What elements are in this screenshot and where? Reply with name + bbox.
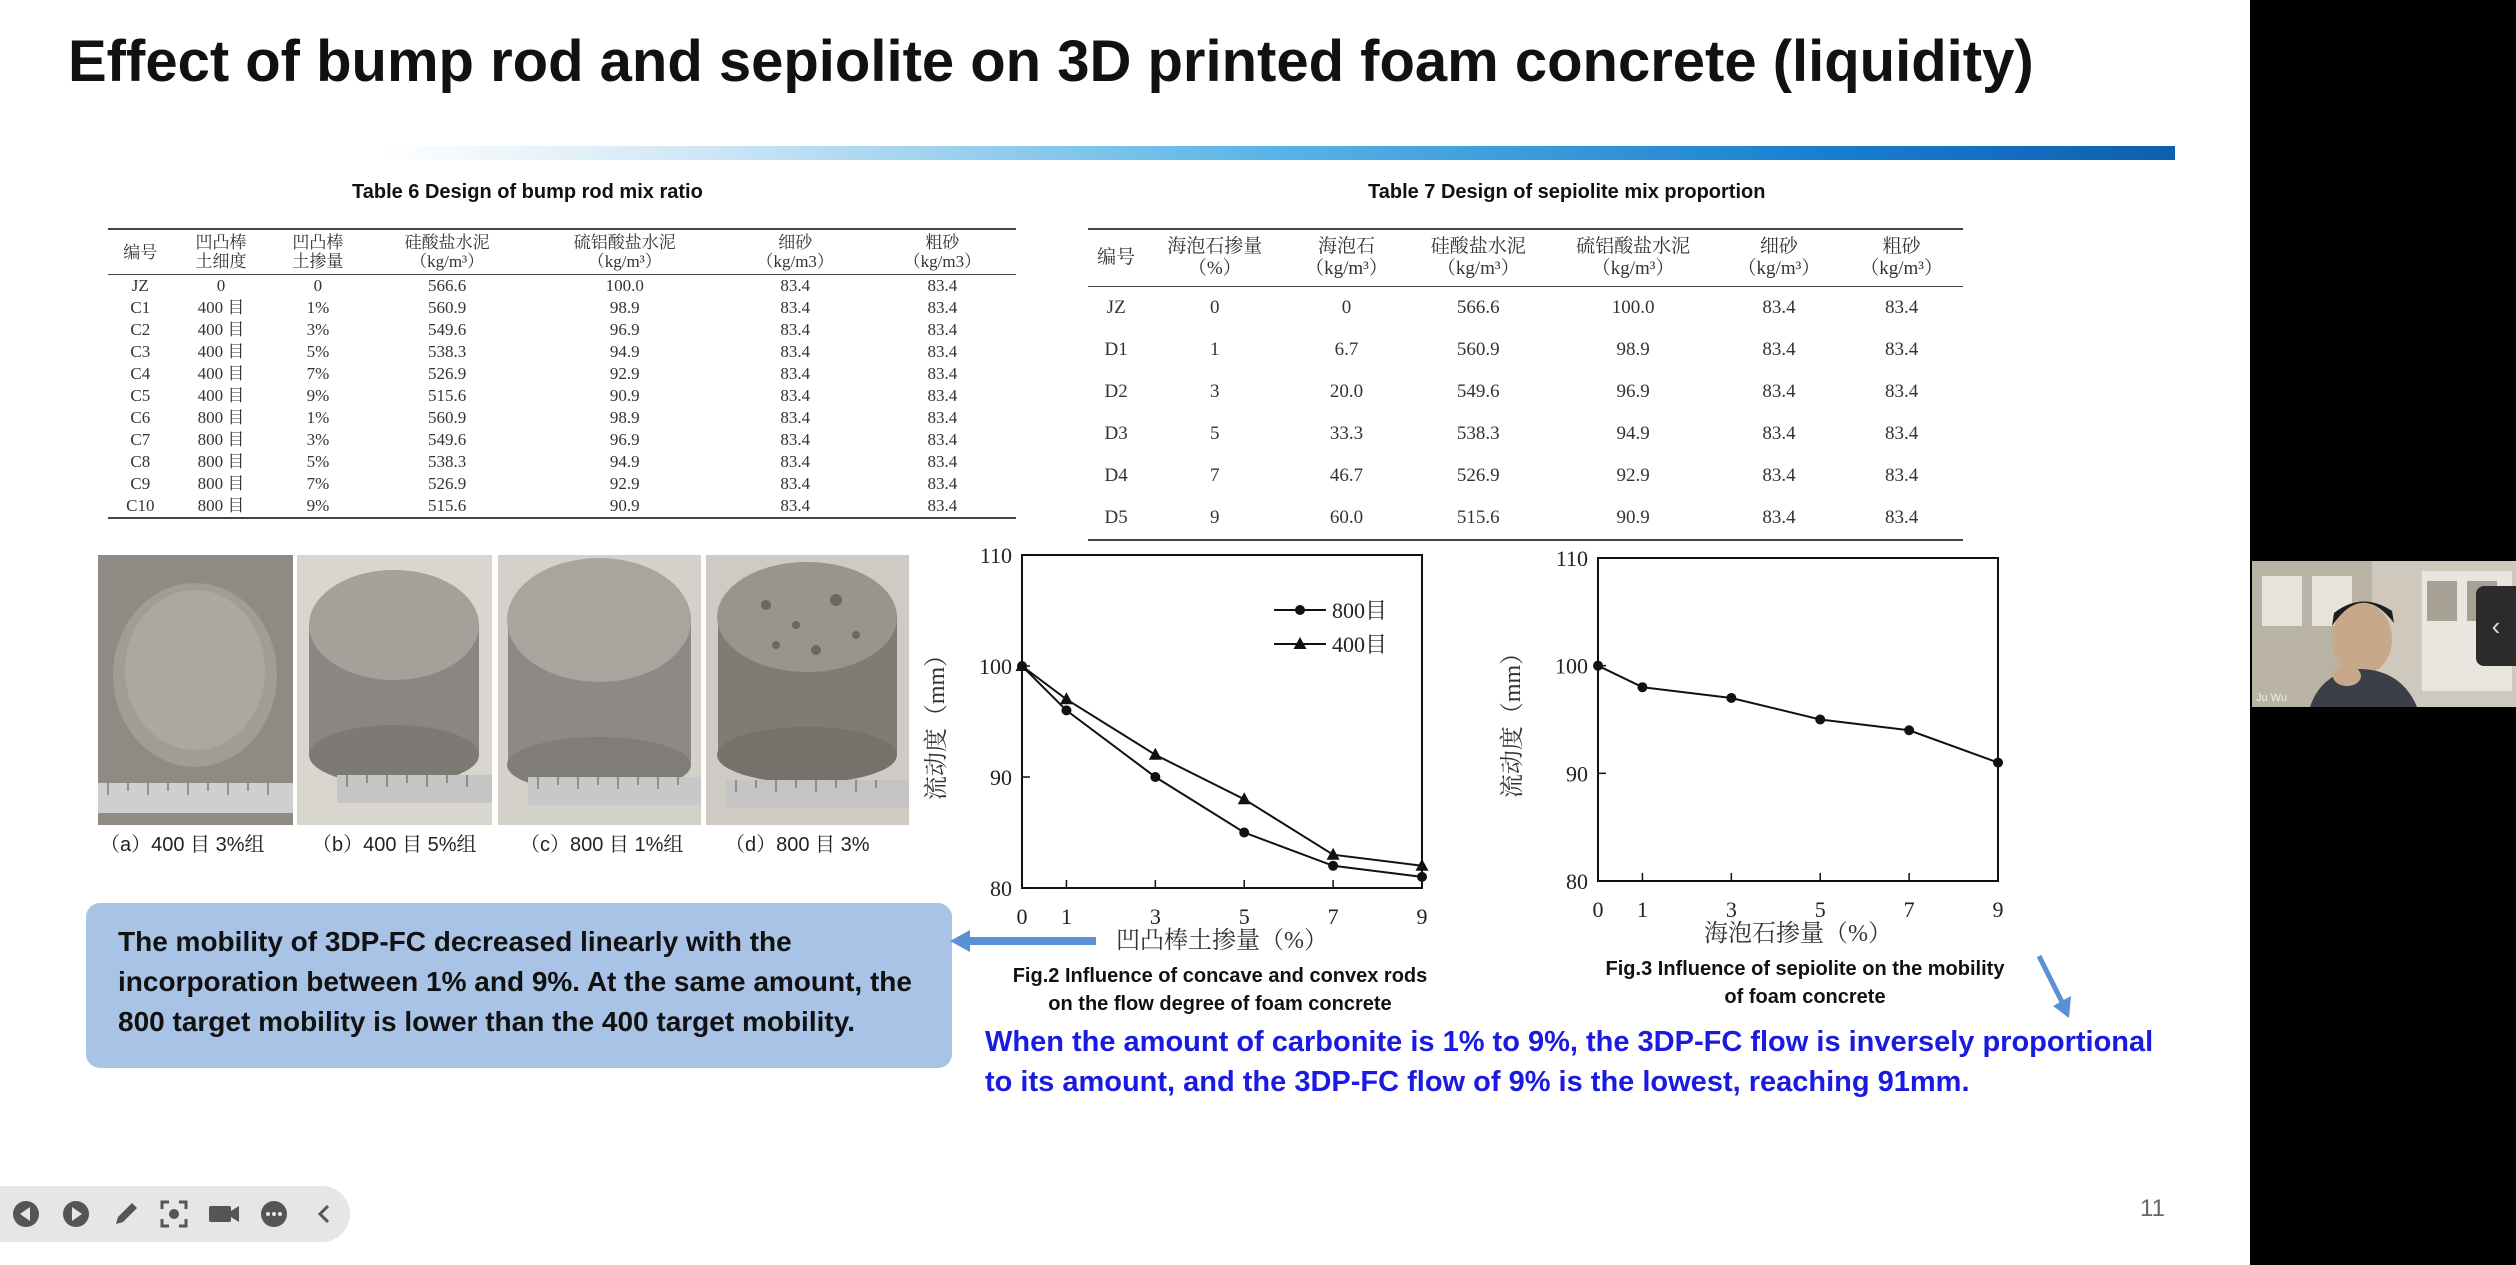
next-icon[interactable] (60, 1198, 92, 1230)
table6-row (108, 495, 1016, 518)
down-arrow-icon (2035, 952, 2075, 1020)
table6-cell: 96.9 (609, 320, 640, 339)
x-tick-label: 3 (1725, 897, 1737, 922)
table6-cell: 83.4 (927, 298, 958, 317)
specimen-photo-c (498, 555, 701, 825)
header-line2: （%） (1187, 258, 1242, 279)
y-axis-label: 流动度（mm） (924, 642, 950, 801)
flow-chart-bump-rod (920, 540, 1460, 960)
title-underline-bar (380, 146, 2175, 160)
table7-header (1408, 229, 1549, 287)
table7-cell: 92.9 (1616, 465, 1650, 486)
table6-body (108, 275, 1016, 519)
table6-cell: 92.9 (609, 474, 640, 493)
header-line2: （kg/m³） (1591, 258, 1675, 279)
table7-cell: 549.6 (1456, 381, 1500, 402)
table6-cell: 0 (313, 276, 323, 295)
data-point (1061, 705, 1071, 715)
table6-cell: 94.9 (609, 452, 640, 471)
photo-caption-d: （d）800 目 3% (725, 834, 870, 856)
table6-header (108, 229, 173, 275)
header-line1: 海泡石 (1317, 236, 1375, 257)
table6-cell: 92.9 (609, 364, 640, 383)
table6-cell: 538.3 (427, 342, 467, 361)
table7-row (1088, 455, 1963, 497)
table6-header (269, 229, 366, 275)
x-tick-label: 3 (1149, 904, 1161, 929)
table6-cell: 400 目 (197, 320, 245, 339)
table6-cell: 94.9 (609, 342, 640, 361)
table6-cell: 549.6 (427, 430, 467, 449)
table6-header (366, 229, 527, 275)
table7-row (1088, 497, 1963, 540)
table7-cell: D3 (1104, 423, 1128, 444)
table7-cell: 90.9 (1616, 507, 1650, 528)
table6-cell: 560.9 (427, 298, 467, 317)
table6-cell: C7 (130, 430, 151, 449)
table7-cell: 83.4 (1762, 381, 1796, 402)
table6-cell: 98.9 (609, 298, 640, 317)
header-line2: （kg/m³） (1860, 258, 1944, 279)
table6-cell: C4 (130, 364, 151, 383)
table6-header (869, 229, 1016, 275)
table6-cell: 83.4 (927, 496, 958, 515)
data-point (1327, 848, 1340, 860)
table6-cell: 83.4 (780, 276, 811, 295)
table6-cell: 560.9 (427, 408, 467, 427)
table7-header (1144, 229, 1285, 287)
table6-cell: 0 (216, 276, 226, 295)
table7-cell: 100.0 (1611, 297, 1655, 318)
table6-header (528, 229, 722, 275)
x-tick-label: 7 (1903, 897, 1915, 922)
table7-cell: 6.7 (1334, 339, 1359, 360)
table6-cell: 83.4 (780, 298, 811, 317)
more-icon[interactable] (258, 1198, 290, 1230)
table6-cell: 400 目 (197, 364, 245, 383)
table6-cell: 3% (306, 430, 330, 449)
table7-row (1088, 329, 1963, 371)
table6-cell: 515.6 (427, 386, 467, 405)
table6-cell: C5 (130, 386, 151, 405)
data-point (1060, 692, 1073, 704)
table6-cell: 7% (306, 364, 330, 383)
table7-cell: 7 (1210, 465, 1220, 486)
table6-cell: C2 (130, 320, 151, 339)
table6-header (173, 229, 270, 275)
table7-cell: 560.9 (1456, 339, 1500, 360)
table7-header-row (1088, 229, 1963, 287)
table6-cell: 90.9 (609, 496, 640, 515)
photo-caption-a: （a）400 目 3%组 (100, 834, 265, 856)
table6-cell: C8 (130, 452, 151, 471)
x-tick-label: 0 (1592, 897, 1604, 922)
table7-header (1285, 229, 1408, 287)
table6-cell: C10 (126, 496, 155, 515)
camera-icon[interactable] (207, 1198, 239, 1230)
table6-cell: C1 (130, 298, 151, 317)
table6-cell: C6 (130, 408, 151, 427)
table6-row (108, 319, 1016, 341)
table7-cell: 3 (1210, 381, 1220, 402)
table6-row (108, 341, 1016, 363)
table7-cell: 96.9 (1616, 381, 1650, 402)
fig2-caption-line1: Fig.2 Influence of concave and convex rods (1012, 965, 1428, 987)
table6-cell: 83.4 (780, 320, 811, 339)
table7-cell: 46.7 (1329, 465, 1364, 486)
table7 (1088, 228, 1963, 541)
table7-cell: 5 (1210, 423, 1220, 444)
table7-cell: 83.4 (1885, 507, 1919, 528)
header-line1: 凹凸棒 (292, 233, 344, 252)
header-line2: （kg/m³） (410, 252, 485, 271)
header-line1: 编号 (1097, 247, 1136, 268)
header-line1: 编号 (123, 242, 158, 262)
table6-cell: 83.4 (927, 452, 958, 471)
table7-cell: D1 (1104, 339, 1128, 360)
fig3-caption-line2: of foam concrete (1724, 986, 1886, 1008)
table7-cell: 94.9 (1616, 423, 1650, 444)
table7-cell: 566.6 (1456, 297, 1500, 318)
photo-caption-c: （c）800 目 1%组 (520, 834, 684, 856)
table7-cell: 98.9 (1616, 339, 1650, 360)
table6-header (722, 229, 869, 275)
x-tick-label: 7 (1327, 904, 1339, 929)
table7-body (1088, 287, 1963, 541)
table6-cell: 5% (306, 452, 330, 471)
table6-header-row (108, 229, 1016, 275)
participant-name: Ju Wu (2256, 692, 2287, 704)
x-axis-label: 凹凸棒土掺量（%） (1116, 928, 1328, 954)
y-tick-label: 80 (990, 876, 1012, 901)
header-line1: 硅酸盐水泥 (404, 233, 490, 252)
prev-icon[interactable] (10, 1198, 42, 1230)
legend-marker (1295, 605, 1305, 615)
table6-row (108, 363, 1016, 385)
table7-cell: 20.0 (1329, 381, 1364, 402)
header-line2: 土细度 (195, 252, 247, 271)
y-tick-label: 80 (1566, 869, 1588, 894)
x-tick-label: 9 (1992, 897, 2004, 922)
header-line1: 细砂 (1759, 236, 1798, 257)
table6-row (108, 451, 1016, 473)
table6 (108, 228, 1016, 519)
table6-cell: 83.4 (927, 474, 958, 493)
table6-cell: 400 目 (197, 298, 245, 317)
left-arrow-icon (950, 928, 1100, 954)
table7-header (1088, 229, 1144, 287)
table6-cell: 7% (306, 474, 330, 493)
table7-cell: 83.4 (1762, 423, 1796, 444)
fig2-caption (960, 962, 1480, 1018)
header-line2: （kg/m3） (903, 252, 982, 271)
table6-cell: 83.4 (927, 408, 958, 427)
data-point (1904, 725, 1914, 735)
table6-row (108, 297, 1016, 319)
chevron-left-icon: ‹ (2491, 611, 2501, 641)
y-tick-label: 90 (1566, 761, 1588, 787)
table7-row (1088, 287, 1963, 330)
table6-row (108, 407, 1016, 429)
legend-label: 800目 (1332, 598, 1388, 623)
specimen-photo-d (706, 555, 909, 825)
series-line-1 (1022, 666, 1422, 866)
table7-cell: 83.4 (1762, 297, 1796, 318)
table6-cell: C9 (130, 474, 151, 493)
table6-cell: 566.6 (427, 276, 467, 295)
table6-cell: 1% (306, 408, 330, 427)
table7-cell: 515.6 (1456, 507, 1500, 528)
table7-cell: JZ (1106, 297, 1126, 318)
header-line1: 硫铝酸盐水泥 (573, 233, 676, 252)
header-line1: 硫铝酸盐水泥 (1576, 236, 1691, 257)
table7-cell: 33.3 (1329, 423, 1364, 444)
table7-cell: 83.4 (1762, 507, 1796, 528)
slide-title: Effect of bump rod and sepiolite on 3D printed foam concrete (liquidity) (68, 29, 2034, 94)
pen-icon[interactable] (110, 1198, 142, 1230)
x-tick-label: 1 (1636, 897, 1648, 922)
x-tick-label: 1 (1060, 904, 1072, 929)
table7-cell: 83.4 (1762, 465, 1796, 486)
header-line2: （kg/m3） (756, 252, 834, 271)
table6-cell: 83.4 (780, 496, 811, 515)
table6-cell: 98.9 (609, 408, 640, 427)
table6-row (108, 275, 1016, 298)
table7-cell: 0 (1341, 297, 1352, 318)
data-point (1417, 872, 1427, 882)
table7-cell: D2 (1104, 381, 1128, 402)
fig2-caption-line2: on the flow degree of foam concrete (1048, 993, 1392, 1015)
x-tick-label: 5 (1814, 897, 1826, 922)
table7-header (1718, 229, 1841, 287)
header-line1: 细砂 (778, 233, 813, 252)
fig3-caption-line1: Fig.3 Influence of sepiolite on the mobility (1605, 958, 2005, 980)
x-axis-label: 海泡石掺量（%） (1704, 921, 1892, 947)
data-point (1593, 661, 1603, 671)
fig3-caption (1555, 955, 2055, 1011)
table6-cell: 83.4 (780, 408, 811, 427)
table6-cell: 83.4 (927, 276, 958, 295)
table6-cell: 1% (306, 298, 330, 317)
data-point (1993, 758, 2003, 768)
data-point (1637, 682, 1647, 692)
table6-caption: Table 6 Design of bump rod mix ratio (352, 181, 703, 203)
data-point (1149, 748, 1162, 760)
table6-cell: 800 目 (197, 452, 245, 471)
table7-cell: 538.3 (1456, 423, 1500, 444)
screenshot-icon[interactable] (158, 1198, 190, 1230)
y-axis-label: 流动度（mm） (1500, 640, 1526, 799)
table7-cell: 83.4 (1885, 381, 1919, 402)
series-line-0 (1598, 666, 1998, 763)
photo-caption-b: （b）400 目 5%组 (312, 834, 477, 856)
conclusion-text: When the amount of carbonite is 1% to 9%, the 3DP-FC flow is inversely proportional to its amount, and the 3DP-FC flow of 9% is the lowest, reaching 91mm. (985, 1026, 2154, 1098)
table7-caption: Table 7 Design of sepiolite mix proportion (1368, 181, 1766, 203)
table6-cell: 83.4 (927, 364, 958, 383)
table7-cell: 83.4 (1885, 465, 1919, 486)
plot-frame (1598, 558, 1998, 881)
table6-row (108, 429, 1016, 451)
table7-cell: D5 (1104, 507, 1128, 528)
table6-cell: 83.4 (780, 474, 811, 493)
y-tick-label: 100 (1555, 653, 1588, 679)
table6-cell: 96.9 (609, 430, 640, 449)
table6-cell: 800 目 (197, 474, 245, 493)
header-line2: （kg/m³） (1305, 258, 1388, 279)
y-tick-label: 100 (979, 654, 1012, 679)
page-number: 11 (2140, 1195, 2165, 1222)
collapse-icon[interactable] (308, 1198, 340, 1230)
table7-cell: 1 (1210, 339, 1220, 360)
header-line1: 凹凸棒 (195, 233, 247, 252)
table7-cell: 60.0 (1329, 507, 1364, 528)
table6-cell: 83.4 (780, 386, 811, 405)
table6-cell: 90.9 (609, 386, 640, 405)
table6-cell: 3% (306, 320, 330, 339)
table6-cell: 400 目 (197, 386, 245, 405)
table6-cell: C3 (130, 342, 151, 361)
series-line-0 (1022, 666, 1422, 877)
y-tick-label: 110 (1555, 546, 1588, 571)
table6-cell: 100.0 (605, 276, 644, 295)
table6-cell: 83.4 (780, 430, 811, 449)
legend-label: 400目 (1332, 632, 1388, 657)
table6-cell: 83.4 (780, 342, 811, 361)
table6-cell: 549.6 (427, 320, 467, 339)
header-line2: （kg/m³） (1436, 258, 1520, 279)
table6-cell: 800 目 (197, 408, 245, 427)
table6-cell: 83.4 (927, 386, 958, 405)
table7-row (1088, 413, 1963, 455)
side-panel-toggle[interactable] (2476, 586, 2516, 666)
table6-row (108, 473, 1016, 495)
data-point (1238, 792, 1251, 804)
data-point (1328, 861, 1338, 871)
table6-cell: 83.4 (780, 452, 811, 471)
header-line1: 粗砂 (1882, 236, 1921, 257)
table7-cell: D4 (1104, 465, 1128, 486)
header-line1: 硅酸盐水泥 (1430, 236, 1526, 257)
table6-cell: 9% (306, 496, 330, 515)
x-tick-label: 9 (1416, 904, 1428, 929)
table7-row (1088, 371, 1963, 413)
y-tick-label: 110 (979, 543, 1012, 568)
data-point (1815, 715, 1825, 725)
table6-cell: 83.4 (927, 430, 958, 449)
y-tick-label: 90 (990, 765, 1012, 790)
summary-callout-text: The mobility of 3DP-FC decreased linearly with the incorporation between 1% and 9%. At the same amount, the 800 target mobility is lower than the 400 target mobility. (118, 926, 912, 1037)
header-line2: 土掺量 (292, 252, 344, 271)
specimen-photo-b (297, 555, 492, 825)
x-tick-label: 5 (1238, 904, 1250, 929)
table7-cell: 83.4 (1885, 339, 1919, 360)
table6-cell: 526.9 (427, 364, 467, 383)
x-tick-label: 0 (1016, 904, 1028, 929)
table6-row (108, 385, 1016, 407)
specimen-photo-a (98, 555, 293, 825)
data-point (1150, 772, 1160, 782)
table6-cell: 400 目 (197, 342, 245, 361)
table6-cell: 9% (306, 386, 330, 405)
header-line1: 粗砂 (925, 233, 960, 252)
flow-chart-sepiolite (1490, 540, 2030, 960)
table7-cell: 0 (1210, 297, 1220, 318)
table7-header (1840, 229, 1963, 287)
table6-cell: 5% (306, 342, 330, 361)
header-line2: （kg/m³） (587, 252, 662, 271)
data-point (1239, 828, 1249, 838)
table6-cell: 83.4 (780, 364, 811, 383)
table7-cell: 83.4 (1762, 339, 1796, 360)
table6-cell: 538.3 (427, 452, 467, 471)
table6-cell: 526.9 (427, 474, 467, 493)
header-line2: （kg/m³） (1737, 258, 1821, 279)
table7-cell: 83.4 (1885, 423, 1919, 444)
table6-cell: 515.6 (427, 496, 467, 515)
table6-cell: 83.4 (927, 342, 958, 361)
table7-cell: 526.9 (1456, 465, 1500, 486)
table6-cell: JZ (131, 276, 149, 295)
table7-cell: 9 (1210, 507, 1220, 528)
data-point (1726, 693, 1736, 703)
table6-cell: 83.4 (927, 320, 958, 339)
table7-cell: 83.4 (1885, 297, 1919, 318)
table6-cell: 800 目 (197, 430, 245, 449)
table6-cell: 800 目 (197, 496, 245, 515)
table7-header (1549, 229, 1718, 287)
header-line1: 海泡石掺量 (1167, 236, 1263, 257)
